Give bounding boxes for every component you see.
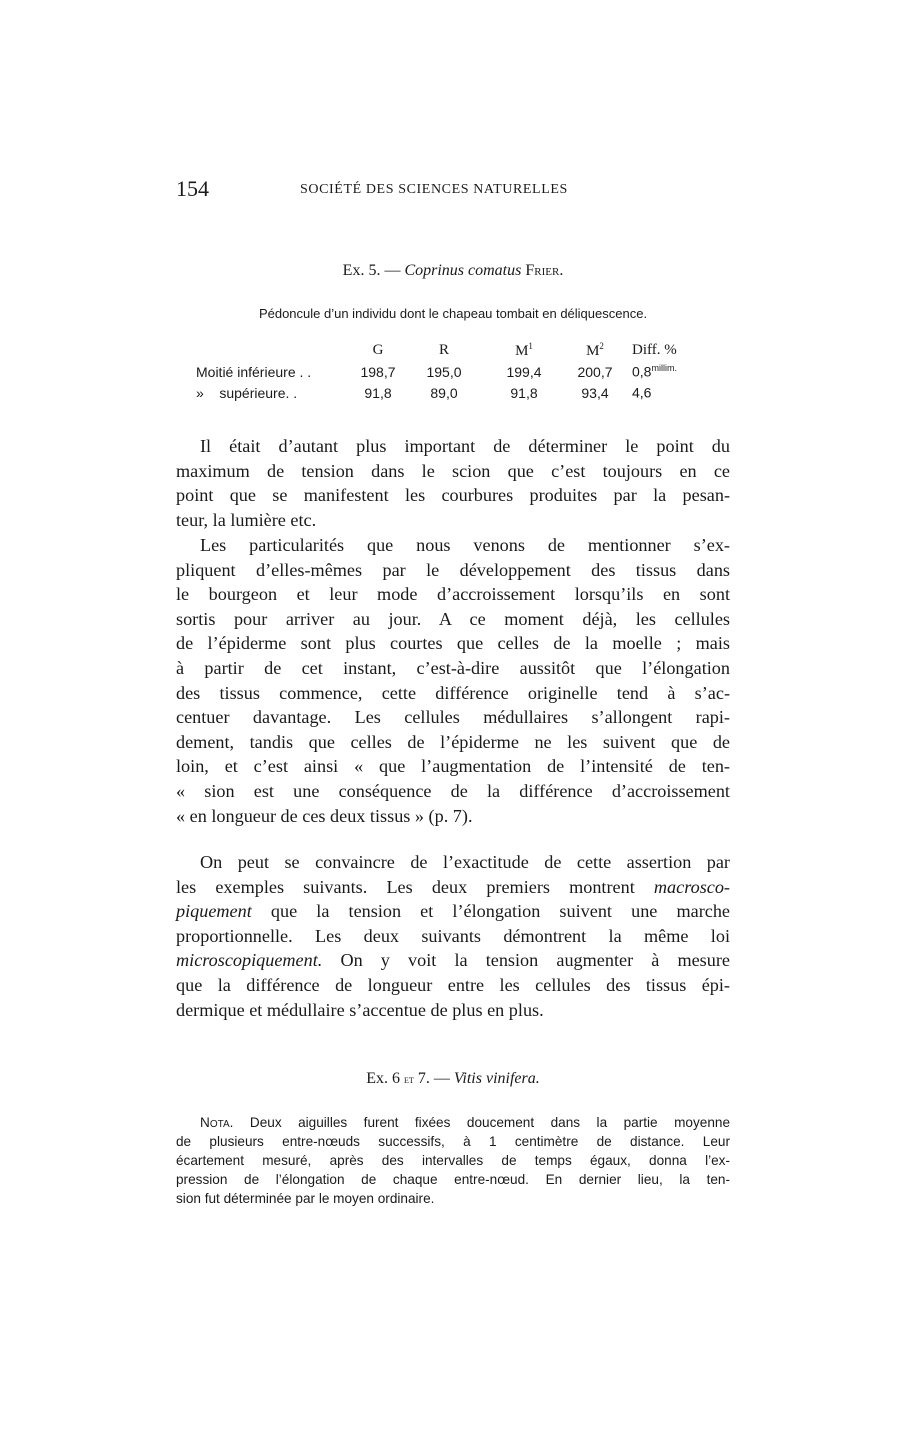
text-line [176,899,730,924]
page-number: 154 [176,176,209,201]
table-row [196,361,712,382]
nota-label: Nota. [200,1115,234,1130]
cell-value: 91,8 [364,384,392,401]
paragraph-1 [176,434,730,532]
text-line: pliquent d’elles-mêmes par le développement des tissus dans [176,559,730,580]
italic-term: microscopiquement. [176,950,323,971]
specimen-description: Pédoncule d’un individu dont le chapeau tombait en déliquescence. [258,306,648,321]
table-header-m2 [564,340,626,361]
row-label-lower: Moitié inférieure . . [196,363,312,380]
text-segment: On y voit la tension augmenter à mesure [322,950,730,971]
cell-diff [626,382,712,403]
cell-value: 91,8 [510,384,538,401]
example-6-7-label-b: 7. — [413,1070,454,1087]
cell-value: 93,4 [581,384,609,401]
text-line: « en longueur de ces deux tissus » (p. 7). [176,805,473,826]
cell-value: 199,4 [506,363,542,380]
text-line: dermique et médullaire s’accentue de plus en plus. [176,999,544,1020]
table-header-m2-sup: 2 [599,341,604,351]
table-header-row [196,340,712,361]
text-line: dement, tandis que celles de l’épiderme ne les suivent que de [176,731,730,752]
example-5-label: Ex. 5. — [342,262,405,279]
example-5-species: Coprinus comatus [404,262,522,279]
text-line: « sion est une conséquence de la différence d’accroissement [176,780,730,801]
table-header-m1-sup: 1 [528,341,533,351]
table-header-g: G [372,342,384,358]
cell-diff [626,361,712,382]
text-line: à partir de cet instant, c’est-à-dire aussitôt que l’élongation [176,657,730,678]
example-5-heading [176,260,730,282]
example-6-7-species: Vitis vinifera. [453,1070,540,1087]
cell-value: 200,7 [577,363,613,380]
text-line: pression de l’élongation de chaque entre-nœud. En dernier lieu, la ten- [176,1172,730,1187]
text-segment: Deux aiguilles furent fixées doucement dans la partie moyenne [233,1115,730,1130]
table-header-diff: Diff. % [632,342,677,358]
text-segment: les exemples suivants. Les deux premiers montrent [176,876,654,897]
table-header-r: R [438,342,449,358]
cell-value: 89,0 [430,384,458,401]
cell-value: 195,0 [426,363,462,380]
text-segment: que la tension et l’élongation suivent une marche [251,901,730,922]
example-6-7-heading [176,1068,730,1090]
italic-term: piquement [176,901,252,922]
row-label-upper: » supérieure. . [196,384,298,401]
text-line: proportionnelle. Les deux suivants démontrent la même loi [176,925,730,946]
text-line: sion fut déterminée par le moyen ordinaire. [176,1191,435,1206]
example-6-7-label-a: Ex. 6 [366,1070,405,1087]
text-line: point que se manifestent les courbures produites par la pesan- [176,485,730,506]
nota-block [176,1113,730,1208]
text-line: des tissus commence, cette différence originelle tend à s’ac- [176,682,730,703]
text-line: de plusieurs entre-nœuds successifs, à 1 centimètre de distance. Leur [176,1134,730,1149]
text-line [176,875,730,900]
table-header-m2-text: M [586,343,600,359]
text-line: écartement mesuré, après des intervalles de temps égaux, donna l’ex- [176,1153,730,1168]
cell-diff-value: 0,8 [632,363,652,380]
table-row [196,382,712,403]
text-line: centuer davantage. Les cellules médullaires s’allongent rapi- [176,707,730,728]
cell-diff-unit: millim. [651,363,677,374]
italic-term: macrosco- [653,876,730,897]
text-line: Il était d’autant plus important de déterminer le point du [200,436,730,456]
table-header-m1 [484,340,564,361]
text-line: le bourgeon et leur mode d’accroissement lorsqu’ils en sont [176,584,730,605]
text-line [176,1113,730,1132]
text-line: sortis pour arriver au jour. A ce moment déjà, les cellules [176,608,730,629]
running-head: SOCIÉTÉ DES SCIENCES NATURELLES [300,182,568,197]
cell-diff-value: 4,6 [632,384,652,401]
paragraph-3 [176,850,730,1022]
table-header-m1-text: M [515,343,529,359]
text-line: teur, la lumière etc. [176,509,317,530]
text-line: loin, et c’est ainsi « que l’augmentation de l’intensité de ten- [176,756,730,777]
example-5-author: Frier. [521,262,564,279]
measurement-table [196,340,712,403]
text-line: de l’épiderme sont plus courtes que celles de la moelle ; mais [176,633,730,654]
text-line: On peut se convaincre de l’exactitude de cette assertion par [200,852,730,872]
text-line: Les particularités que nous venons de mentionner s’ex- [200,535,730,555]
text-line: que la différence de longueur entre les cellules des tissus épi- [176,974,730,995]
paragraph-2 [176,533,730,828]
cell-value: 198,7 [360,363,396,380]
table-header-label [196,340,352,361]
text-line: maximum de tension dans le scion que c’est toujours en ce [176,460,730,481]
text-line [176,948,730,973]
example-6-7-et: et [404,1072,414,1086]
